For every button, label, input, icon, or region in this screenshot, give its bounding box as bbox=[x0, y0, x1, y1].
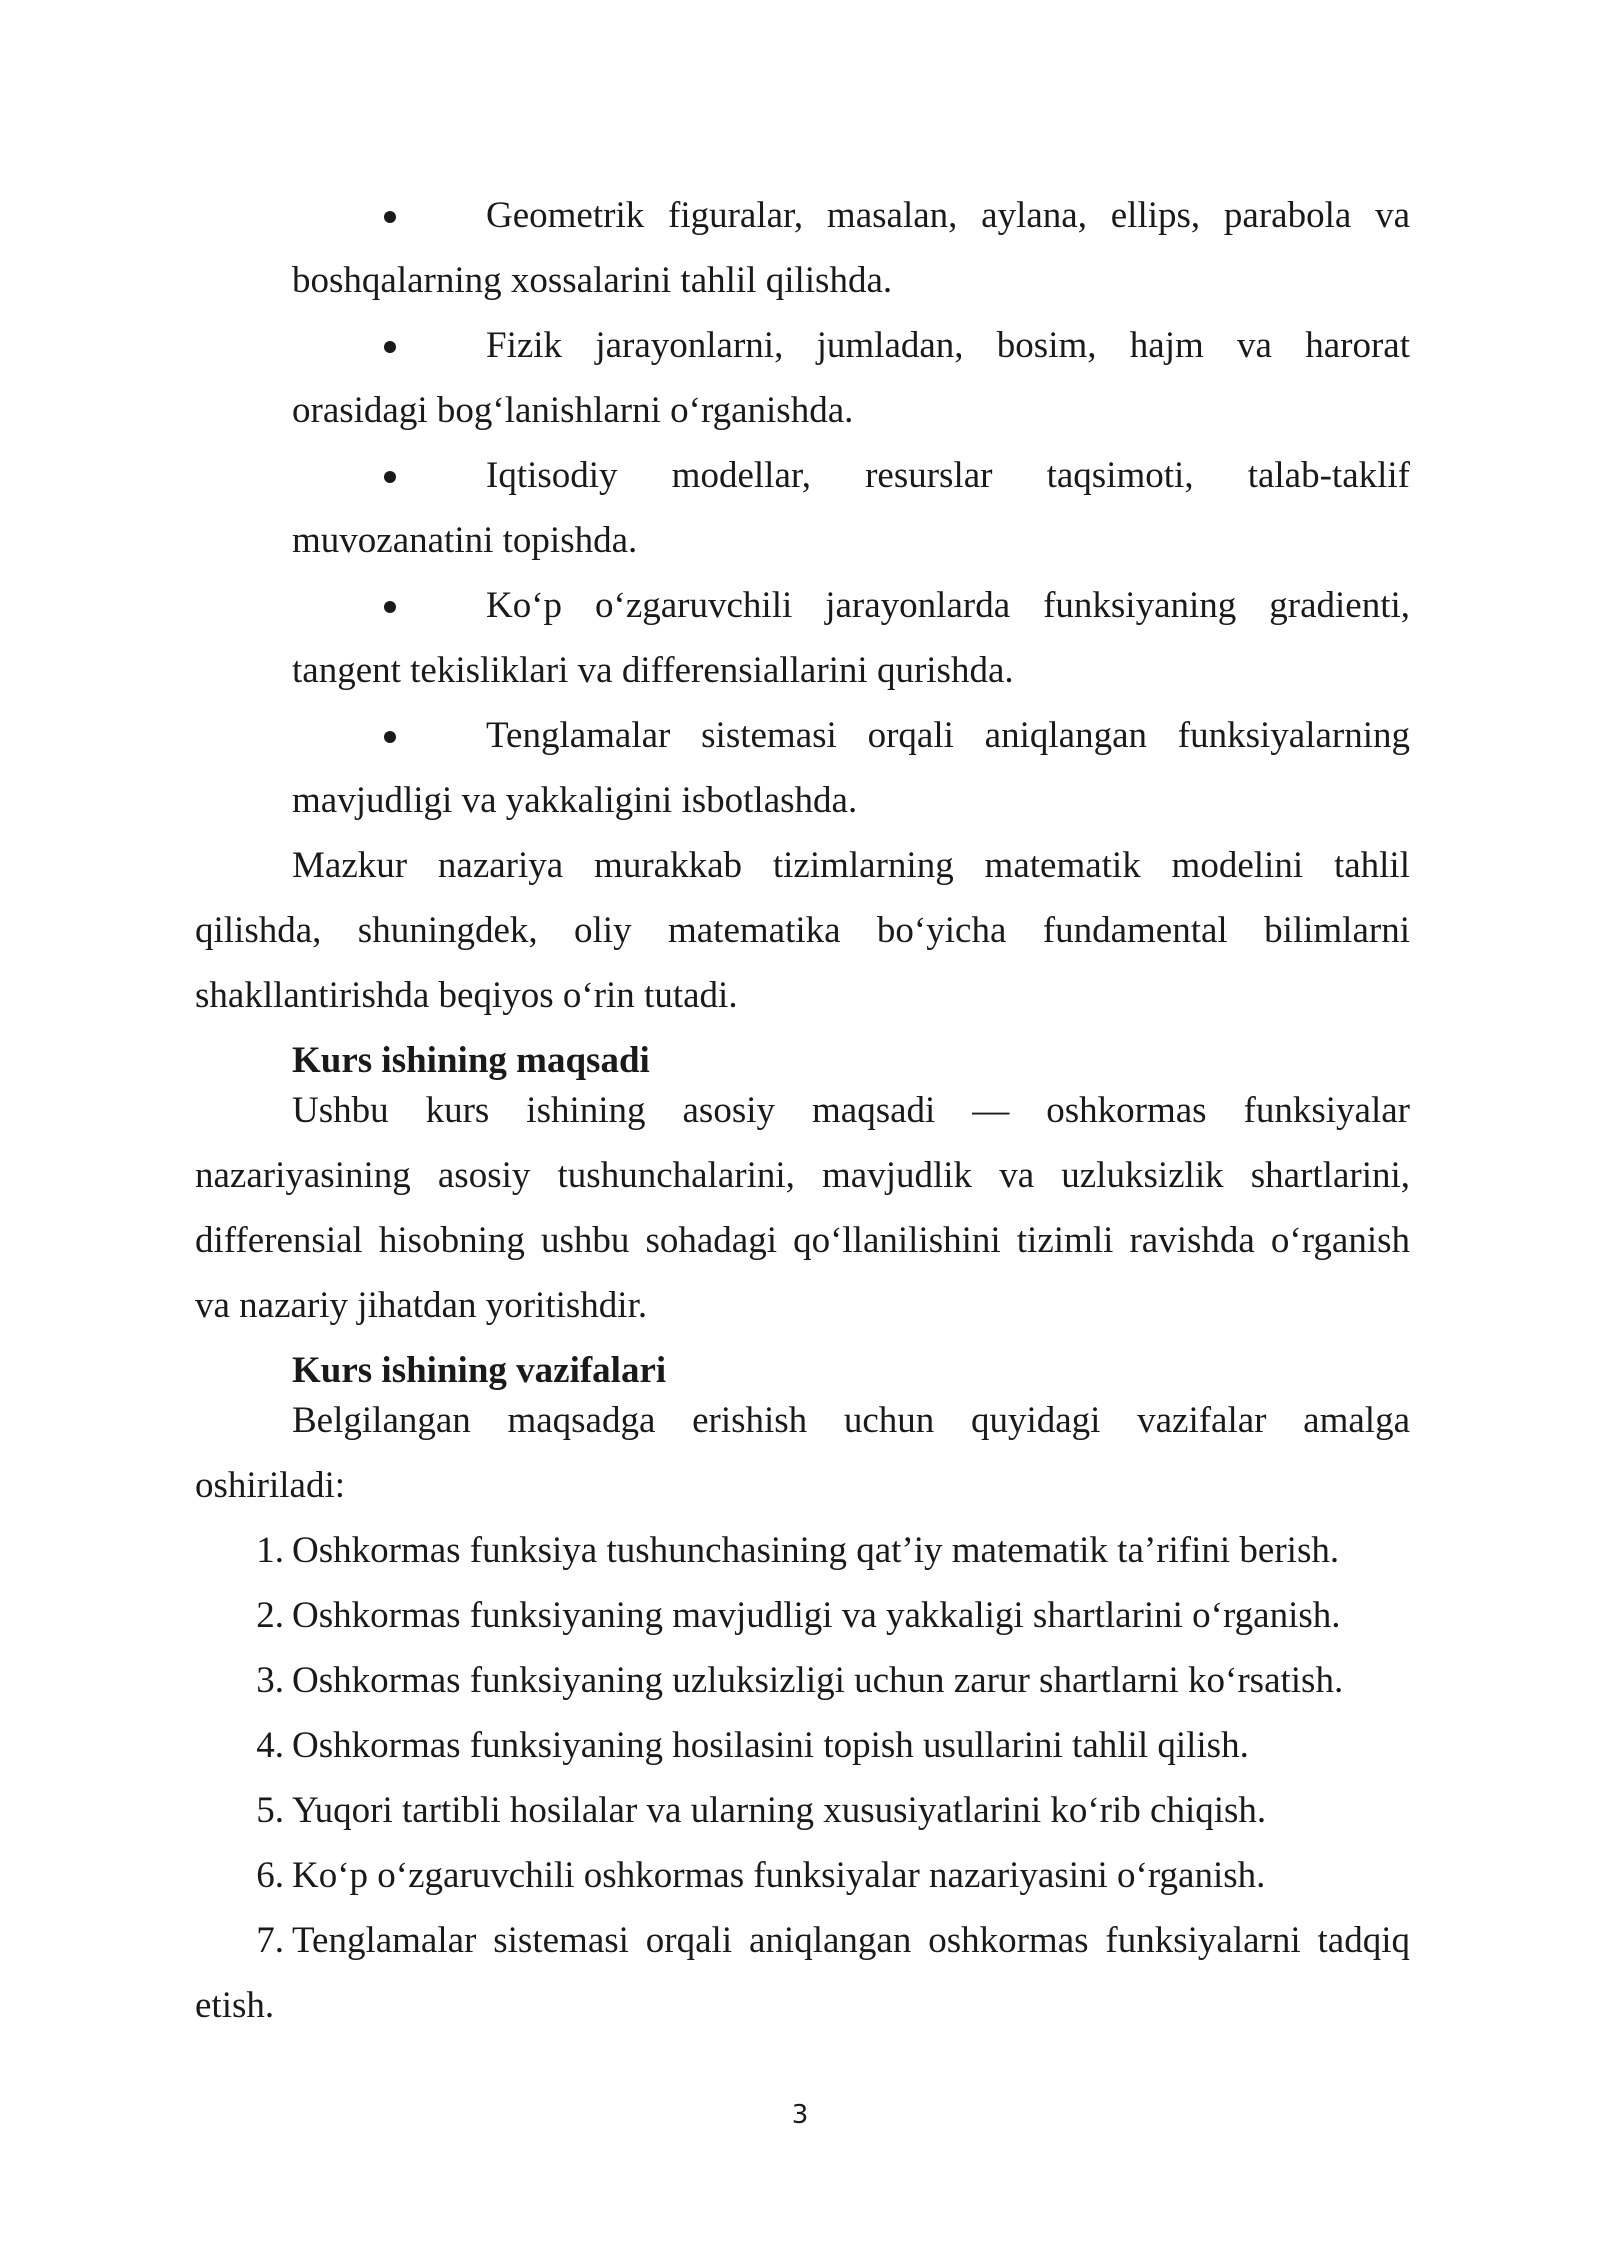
bullet-icon bbox=[384, 341, 396, 353]
bullet-icon bbox=[384, 731, 396, 743]
list-number: 1. bbox=[256, 1530, 284, 1571]
bullet-line-rest: orasidagi bog‘lanishlarni o‘rganishda. bbox=[292, 390, 854, 431]
bullet-line-rest: boshqalarning xossalarini tahlil qilishda. bbox=[292, 260, 893, 301]
bullet-line-first: Ko‘p o‘zgaruvchili jarayonlarda funksiyaning gradienti, bbox=[486, 585, 1410, 626]
list-number: 3. bbox=[256, 1660, 284, 1701]
paragraph-line: qilishda, shuningdek, oliy matematika bo‘yicha fundamental bilimlarni bbox=[195, 910, 1410, 951]
paragraph-line: Mazkur nazariya murakkab tizimlarning matematik modelini tahlil bbox=[292, 845, 1410, 886]
list-item-text: Ko‘p o‘zgaruvchili oshkormas funksiyalar nazariyasini o‘rganish. bbox=[292, 1855, 1266, 1896]
section-heading-goal: Kurs ishining maqsadi bbox=[292, 1040, 650, 1081]
bullet-line-rest: tangent tekisliklari va differensiallarini qurishda. bbox=[292, 650, 1014, 691]
paragraph-line: Ushbu kurs ishining asosiy maqsadi — oshkormas funksiyalar bbox=[292, 1090, 1410, 1131]
list-item-text: Oshkormas funksiyaning mavjudligi va yakkaligi shartlarini o‘rganish. bbox=[292, 1595, 1341, 1636]
paragraph-line: oshiriladi: bbox=[195, 1465, 346, 1506]
paragraph-line: shakllantirishda beqiyos o‘rin tutadi. bbox=[195, 975, 738, 1016]
paragraph-line: Belgilangan maqsadga erishish uchun quyidagi vazifalar amalga bbox=[292, 1400, 1410, 1441]
page-number: 3 bbox=[791, 2100, 809, 2130]
list-item-text: Oshkormas funksiyaning uzluksizligi uchun zarur shartlarni ko‘rsatish. bbox=[292, 1660, 1344, 1701]
paragraph-line: nazariyasining asosiy tushunchalarini, mavjudlik va uzluksizlik shartlarini, bbox=[195, 1155, 1410, 1196]
bullet-icon bbox=[384, 211, 396, 223]
section-heading-tasks: Kurs ishining vazifalari bbox=[292, 1350, 667, 1391]
list-item-text: Tenglamalar sistemasi orqali aniqlangan oshkormas funksiyalarni tadqiq bbox=[292, 1920, 1410, 1961]
list-number: 2. bbox=[256, 1595, 284, 1636]
bullet-line-rest: muvozanatini topishda. bbox=[292, 520, 638, 561]
list-item-text-rest: etish. bbox=[195, 1985, 275, 2026]
paragraph-line: differensial hisobning ushbu sohadagi qo‘llanilishini tizimli ravishda o‘rganish bbox=[195, 1220, 1410, 1261]
bullet-icon bbox=[384, 601, 396, 613]
list-number: 6. bbox=[256, 1855, 284, 1896]
bullet-line-first: Iqtisodiy modellar, resurslar taqsimoti, talab-taklif bbox=[486, 455, 1410, 496]
list-number: 4. bbox=[256, 1725, 284, 1766]
list-item-text: Oshkormas funksiya tushunchasining qat’iy matematik ta’rifini berish. bbox=[292, 1530, 1340, 1571]
bullet-line-rest: mavjudligi va yakkaligini isbotlashda. bbox=[292, 780, 858, 821]
list-item-text: Yuqori tartibli hosilalar va ularning xususiyatlarini ko‘rib chiqish. bbox=[292, 1790, 1267, 1831]
bullet-line-first: Geometrik figuralar, masalan, aylana, ellips, parabola va bbox=[486, 195, 1410, 236]
list-item-text: Oshkormas funksiyaning hosilasini topish usullarini tahlil qilish. bbox=[292, 1725, 1249, 1766]
paragraph-line: va nazariy jihatdan yoritishdir. bbox=[195, 1285, 648, 1326]
list-number: 7. bbox=[256, 1920, 284, 1961]
bullet-line-first: Fizik jarayonlarni, jumladan, bosim, hajm va harorat bbox=[486, 325, 1410, 366]
bullet-line-first: Tenglamalar sistemasi orqali aniqlangan funksiyalarning bbox=[486, 715, 1410, 756]
list-number: 5. bbox=[256, 1790, 284, 1831]
bullet-icon bbox=[384, 471, 396, 483]
